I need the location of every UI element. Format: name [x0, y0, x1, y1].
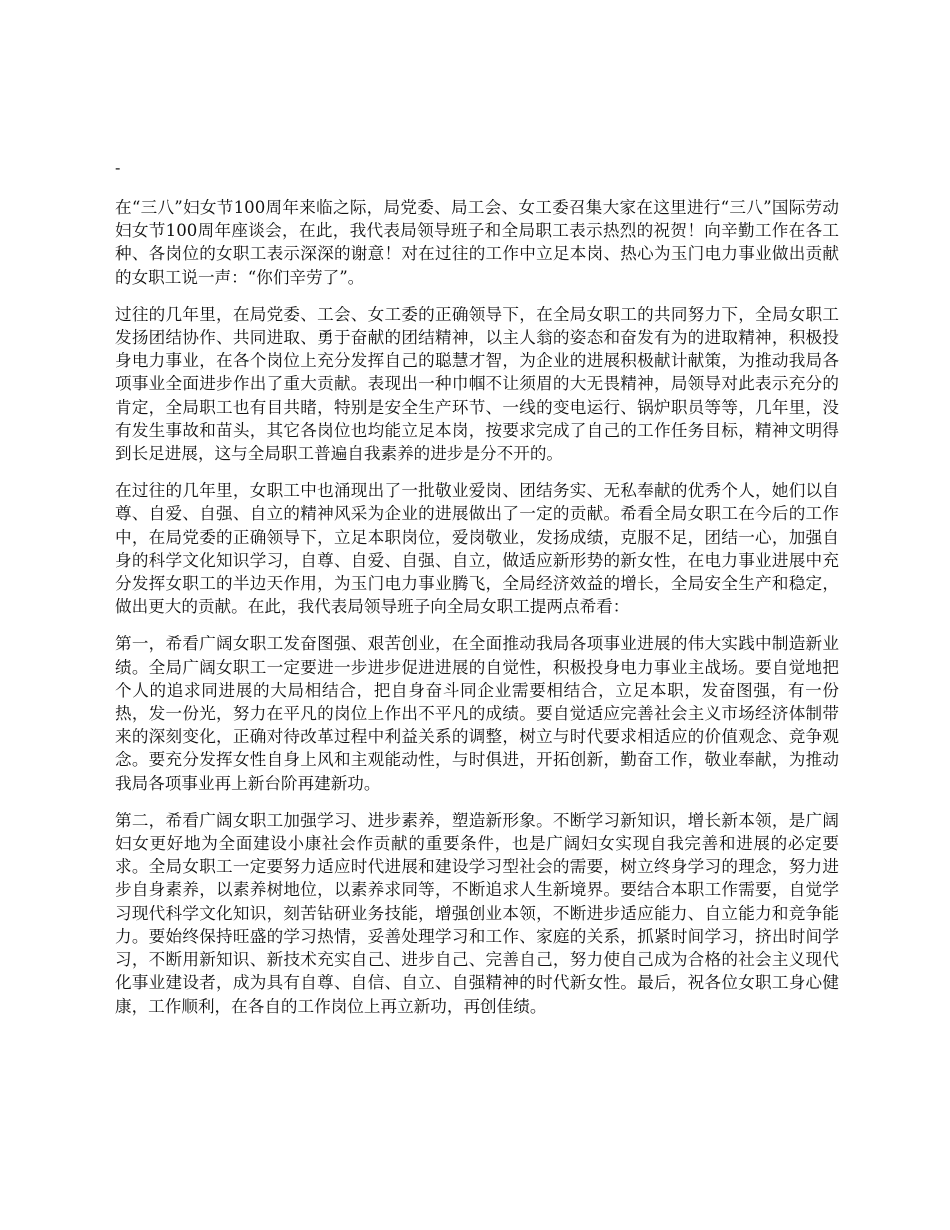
document-body [115, 196, 839, 1032]
paragraph-greeting: 在“三八”妇女节100周年来临之际，局党委、局工会、女工委召集大家在这里进行“三八”国际劳动妇女节100周年座谈会，在此，我代表局领导班子和全局职工表示热烈的祝贺！向辛勤工作在各工种、各岗位的女职工表示深深的谢意！对在过往的工作中立足本岗、热心为玉门电力事业做出贡献的女职工说一声：“你们辛劳了”。 [115, 198, 839, 287]
paragraph-second-hope: 第二，希看广阔女职工加强学习、进步素养，塑造新形象。不断学习新知识，增长新本领，是广阔妇女更好地为全面建设小康社会作贡献的重要条件，也是广阔妇女实现自我完善和进展的必定要求。全局女职工一定要努力适应时代进展和建设学习型社会的需要，树立终身学习的理念，努力进步自身素养，以素养树地位，以素养求同等，不断追求人生新境界。要结合本职工作需要，自觉学习现代科学文化知识，刻苦钻研业务技能，增强创业本领，不断进步适应能力、自立能力和竞争能力。要始终保持旺盛的学习热情，妥善处理学习和工作、家庭的关系，抓紧时间学习，挤出时间学习，不断用新知识、新技术充实自己、进步自己、完善自己，努力使自己成为合格的社会主义现代化事业建设者，成为具有自尊、自信、自立、自强精神的时代新女性。最后，祝各位女职工身心健康，工作顺利，在各自的工作岗位上再立新功，再创佳绩。 [115, 810, 839, 1016]
leading-marker: - [115, 158, 121, 177]
paragraph-first-hope: 第一，希看广阔女职工发奋图强、艰苦创业，在全面推动我局各项事业进展的伟大实践中制造新业绩。全局广阔女职工一定要进一步进步促进进展的自觉性，积极投身电力事业主战场。要自觉地把个人的追求同进展的大局相结合，把自身奋斗同企业需要相结合，立足本职，发奋图强，有一份热，发一份光，努力在平凡的岗位上作出不平凡的成绩。要自觉适应完善社会主义市场经济体制带来的深刻变化，正确对待改革过程中利益关系的调整，树立与时代要求相适应的价值观念、竞争观念。要充分发挥女性自身上风和主观能动性，与时俱进，开拓创新，勤奋工作，敬业奉献，为推动我局各项事业再上新台阶再建新功。 [115, 634, 839, 793]
paragraph-achievements: 过往的几年里，在局党委、工会、女工委的正确领导下，在全局女职工的共同努力下，全局女职工发扬团结协作、共同进取、勇于奋献的团结精神，以主人翁的姿态和奋发有为的进取精神，积极投身电力事业，在各个岗位上充分发挥自己的聪慧才智，为企业的进展积极献计献策，为推动我局各项事业全面进步作出了重大贡献。表现出一种巾帼不让须眉的大无畏精神，局领导对此表示充分的肯定，全局职工也有目共睹，特别是安全生产环节、一线的变电运行、锅炉职员等等，几年里，没有发生事故和苗头，其它各岗位也均能立足本岗，按要求完成了自己的工作任务目标，精神文明得到长足进展，这与全局职工普遍自我素养的进步是分不开的。 [115, 304, 839, 464]
paragraph-hopes: 在过往的几年里，女职工中也涌现出了一批敬业爱岗、团结务实、无私奉献的优秀个人，她们以自尊、自爱、自强、自立的精神风采为企业的进展做出了一定的贡献。希看全局女职工在今后的工作中，在局党委的正确领导下，立足本职岗位，爱岗敬业，发扬成绩，克服不足，团结一心，加强自身的科学文化知识学习，自尊、自爱、自强、自立，做适应新形势的新女性，在电力事业进展中充分发挥女职工的半边天作用，为玉门电力事业腾飞，全局经济效益的增长，全局安全生产和稳定，做出更大的贡献。在此，我代表局领导班子向全局女职工提两点希看： [115, 481, 839, 617]
